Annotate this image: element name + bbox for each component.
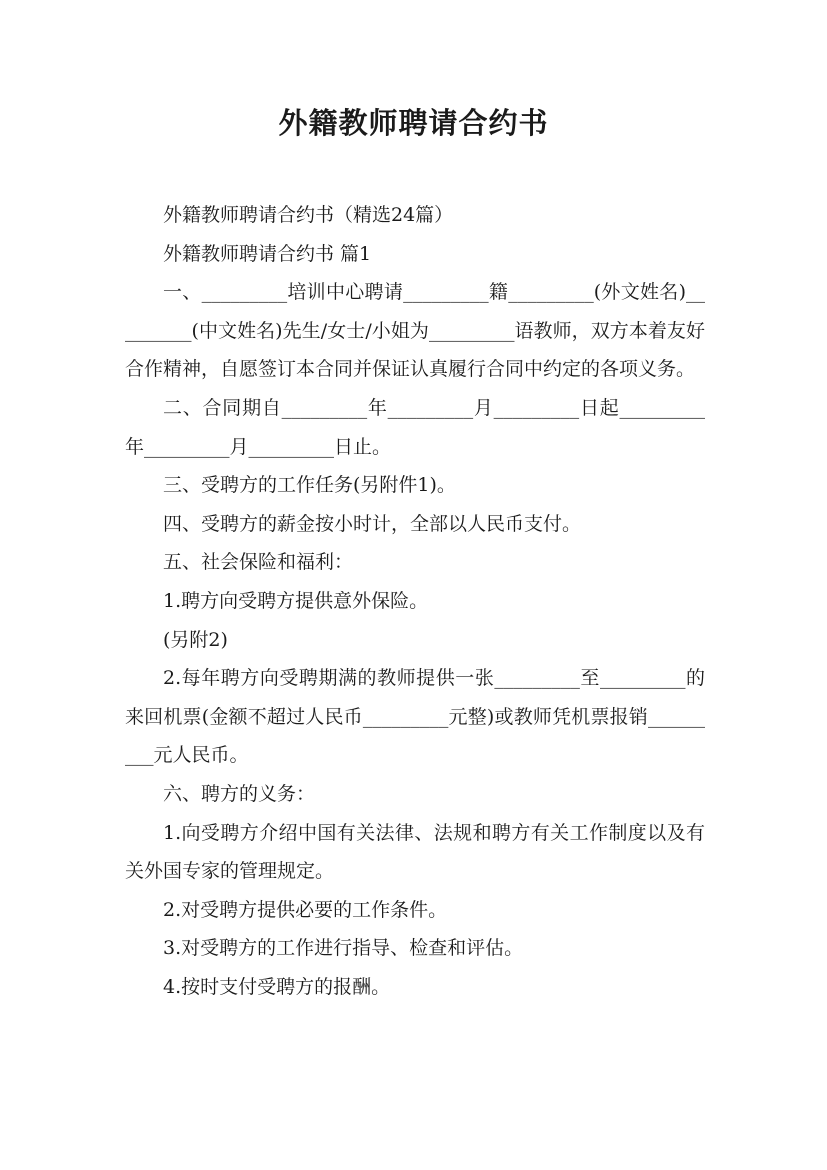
paragraph-clause-1: 一、_________培训中心聘请_________籍_________(外文姓名)_________(中文姓名)先生/女士/小姐为_________语教师，双方本着友好合作精神，自愿签订本合同并保证认真履行合同中约定的各项义务。 — [125, 281, 705, 381]
paragraph-clause-5: 五、社会保险和福利： — [163, 551, 354, 574]
paragraph-clause-5-item-1: 1.聘方向受聘方提供意外保险。 — [163, 589, 429, 612]
paragraph-clause-5-note: (另附2) — [163, 628, 228, 651]
paragraph-section-heading: 外籍教师聘请合约书 篇1 — [163, 242, 372, 265]
paragraph-clause-6-item-2: 2.对受聘方提供必要的工作条件。 — [163, 898, 448, 921]
paragraph-clause-5-item-2: 2.每年聘方向受聘期满的教师提供一张_________至_________的来回机票(金额不超过人民币_________元整)或教师凭机票报销_________元人民币。 — [125, 667, 705, 767]
paragraph-clause-4: 四、受聘方的薪金按小时计，全部以人民币支付。 — [163, 512, 582, 535]
paragraph-clause-6: 六、聘方的义务： — [163, 782, 316, 805]
paragraph-clause-6-item-4: 4.按时支付受聘方的报酬。 — [163, 975, 391, 998]
paragraph-subtitle: 外籍教师聘请合约书（精选24篇） — [163, 204, 454, 226]
paragraph-clause-6-item-3: 3.对受聘方的工作进行指导、检查和评估。 — [163, 937, 524, 960]
document-body — [125, 196, 705, 1006]
paragraph-clause-6-item-1: 1.向受聘方介绍中国有关法律、法规和聘方有关工作制度以及有关外国专家的管理规定。 — [125, 821, 705, 883]
paragraph-clause-3: 三、受聘方的工作任务(另附件1)。 — [163, 474, 456, 497]
document-title: 外籍教师聘请合约书 — [278, 106, 549, 140]
paragraph-clause-2: 二、合同期自_________年_________月_________日起_________年_________月_________日止。 — [125, 396, 705, 458]
